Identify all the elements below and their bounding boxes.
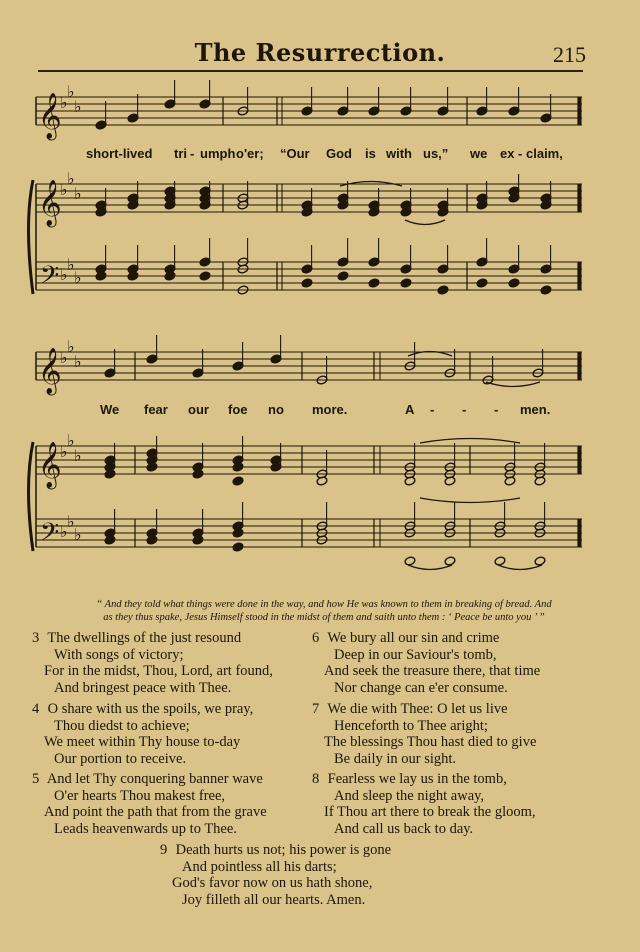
flat-sign: ♭ — [74, 184, 82, 203]
lyric-word: - — [190, 146, 195, 161]
brace — [29, 180, 34, 294]
verse-number: 5 — [32, 771, 40, 787]
verse-6 — [312, 630, 540, 696]
verse-line: We meet within Thy house to-day — [44, 734, 241, 750]
verse-4 — [32, 701, 253, 767]
verse-line: Henceforth to Thee aright; — [334, 717, 488, 734]
flat-sign: ♭ — [67, 512, 75, 531]
flat-sign: ♭ — [67, 169, 75, 188]
note-head — [301, 278, 313, 288]
lyric-word: we — [470, 146, 488, 161]
treble-clef: 𝄞 — [38, 180, 62, 226]
lyric-word: ex — [500, 146, 515, 161]
tie-slur — [420, 498, 520, 503]
lyric-word: us,” — [423, 146, 449, 161]
scripture-caption: as they thus spake, Jesus Himself stood in the midst of them and saith unto them : ‘ Peace be unto you ’ ” — [103, 612, 545, 623]
lyric-word: fear — [144, 402, 168, 417]
flat-sign: ♭ — [60, 442, 68, 461]
verse-number: 8 — [312, 771, 320, 787]
note-head — [534, 556, 546, 566]
verse-number: 3 — [32, 630, 40, 646]
verse-line: Nor change can e'er consume. — [334, 679, 508, 696]
flat-sign: ♭ — [60, 93, 68, 112]
verse-7 — [312, 701, 536, 767]
flat-sign: ♭ — [74, 352, 82, 371]
verse-line: The dwellings of the just resound — [47, 630, 242, 646]
note-head — [508, 278, 520, 288]
flat-sign: ♭ — [60, 180, 68, 199]
lyric-word: o'er; — [236, 146, 264, 161]
verse-line: Thou diedst to achieve; — [54, 717, 190, 734]
verse-9 — [160, 842, 391, 908]
verse-line: We bury all our sin and crime — [327, 630, 500, 646]
verse-line: Deep in our Saviour's tomb, — [334, 646, 497, 663]
verse-line: And let Thy conquering banner wave — [46, 771, 263, 787]
verse-number: 6 — [312, 630, 320, 646]
verse-number: 9 — [160, 842, 168, 858]
flat-sign: ♭ — [67, 82, 75, 101]
verse-line: And seek the treasure there, that time — [324, 663, 541, 679]
verse-line: O share with us the spoils, we pray, — [47, 701, 254, 717]
lyric-word: short-lived — [86, 146, 153, 161]
flat-sign: ♭ — [67, 255, 75, 274]
verse-line: God's favor now on us hath shone, — [172, 875, 373, 891]
lyric-word: claim, — [526, 146, 563, 161]
brace — [29, 442, 34, 551]
verse-3 — [32, 630, 273, 696]
verse-line: Death hurts us not; his power is gone — [175, 842, 392, 858]
verse-line: O'er hearts Thou makest free, — [54, 787, 226, 804]
verse-line: If Thou art there to break the gloom, — [324, 804, 536, 820]
lyric-word: tri — [174, 146, 187, 161]
note-head — [400, 278, 412, 288]
note-head — [476, 278, 488, 288]
lyric-word: A — [405, 402, 415, 417]
treble-clef: 𝄞 — [38, 442, 62, 488]
note-head — [368, 278, 380, 288]
tie-slur — [405, 220, 445, 225]
flat-sign: ♭ — [74, 97, 82, 116]
lyric-word: - — [462, 402, 467, 417]
lyric-word: - — [430, 402, 435, 417]
verse-number: 7 — [312, 701, 320, 717]
flat-sign: ♭ — [67, 431, 75, 450]
flat-sign: ♭ — [60, 348, 68, 367]
verse-line: With songs of victory; — [54, 646, 184, 663]
lyric-word: God — [326, 146, 352, 161]
verse-line: Be daily in our sight. — [334, 750, 457, 767]
flat-sign: ♭ — [67, 337, 75, 356]
treble-clef: 𝄞 — [38, 93, 62, 139]
page-title: The Resurrection. — [194, 38, 446, 67]
lyric-word: foe — [228, 402, 248, 417]
note-head — [232, 542, 244, 552]
verse-line: And sleep the night away, — [334, 787, 485, 804]
flat-sign: ♭ — [60, 522, 68, 541]
note-head — [337, 271, 349, 281]
lyric-word: no — [268, 402, 284, 417]
lyric-word: - — [494, 402, 499, 417]
verse-5 — [32, 771, 267, 837]
verse-line: The blessings Thou hast died to give — [324, 734, 537, 750]
verse-line: Fearless we lay us in the tomb, — [327, 771, 507, 787]
note-head — [494, 556, 506, 566]
lyric-word: men. — [520, 402, 551, 417]
treble-clef: 𝄞 — [38, 348, 62, 394]
tie-slur — [408, 565, 452, 570]
scripture-caption: “ And they told what things were done in the way, and how He was known to them in breaking of bread. And — [96, 599, 552, 610]
lyric-word: - — [518, 146, 523, 161]
verse-8 — [312, 771, 536, 837]
note-head — [404, 556, 416, 566]
flat-sign: ♭ — [74, 525, 82, 544]
note-head — [232, 476, 244, 486]
bass-clef: 𝄢 — [40, 518, 60, 553]
verse-line: Leads heavenwards up to Thee. — [54, 820, 237, 837]
flat-sign: ♭ — [60, 265, 68, 284]
note-head — [444, 556, 456, 566]
page-number: 215 — [553, 42, 586, 67]
lyric-word: our — [188, 402, 209, 417]
lyric-word: more. — [312, 402, 348, 417]
lyric-word: is — [365, 146, 376, 161]
verse-line: And call us back to day. — [334, 820, 474, 837]
note-head — [199, 271, 211, 281]
verse-line: Our portion to receive. — [54, 750, 187, 767]
bass-clef: 𝄢 — [40, 261, 60, 296]
note-head — [540, 285, 552, 295]
lyric-word: We — [100, 402, 120, 417]
lyric-word: umph — [200, 146, 236, 161]
tie-slur — [498, 565, 542, 570]
flat-sign: ♭ — [74, 446, 82, 465]
lyric-word: “Our — [280, 146, 310, 161]
verse-line: Joy filleth all our hearts. Amen. — [182, 891, 366, 908]
tie-slur — [486, 382, 540, 387]
verse-line: We die with Thee: O let us live — [327, 701, 508, 717]
verse-number: 4 — [32, 701, 40, 717]
tie-slur — [420, 439, 520, 444]
lyric-word: with — [386, 146, 412, 161]
note-head — [437, 285, 449, 295]
verse-line: And bringest peace with Thee. — [54, 679, 232, 696]
flat-sign: ♭ — [74, 268, 82, 287]
verse-line: And pointless all his darts; — [182, 858, 337, 875]
verse-line: For in the midst, Thou, Lord, art found, — [44, 663, 273, 679]
verse-line: And point the path that from the grave — [44, 804, 267, 820]
